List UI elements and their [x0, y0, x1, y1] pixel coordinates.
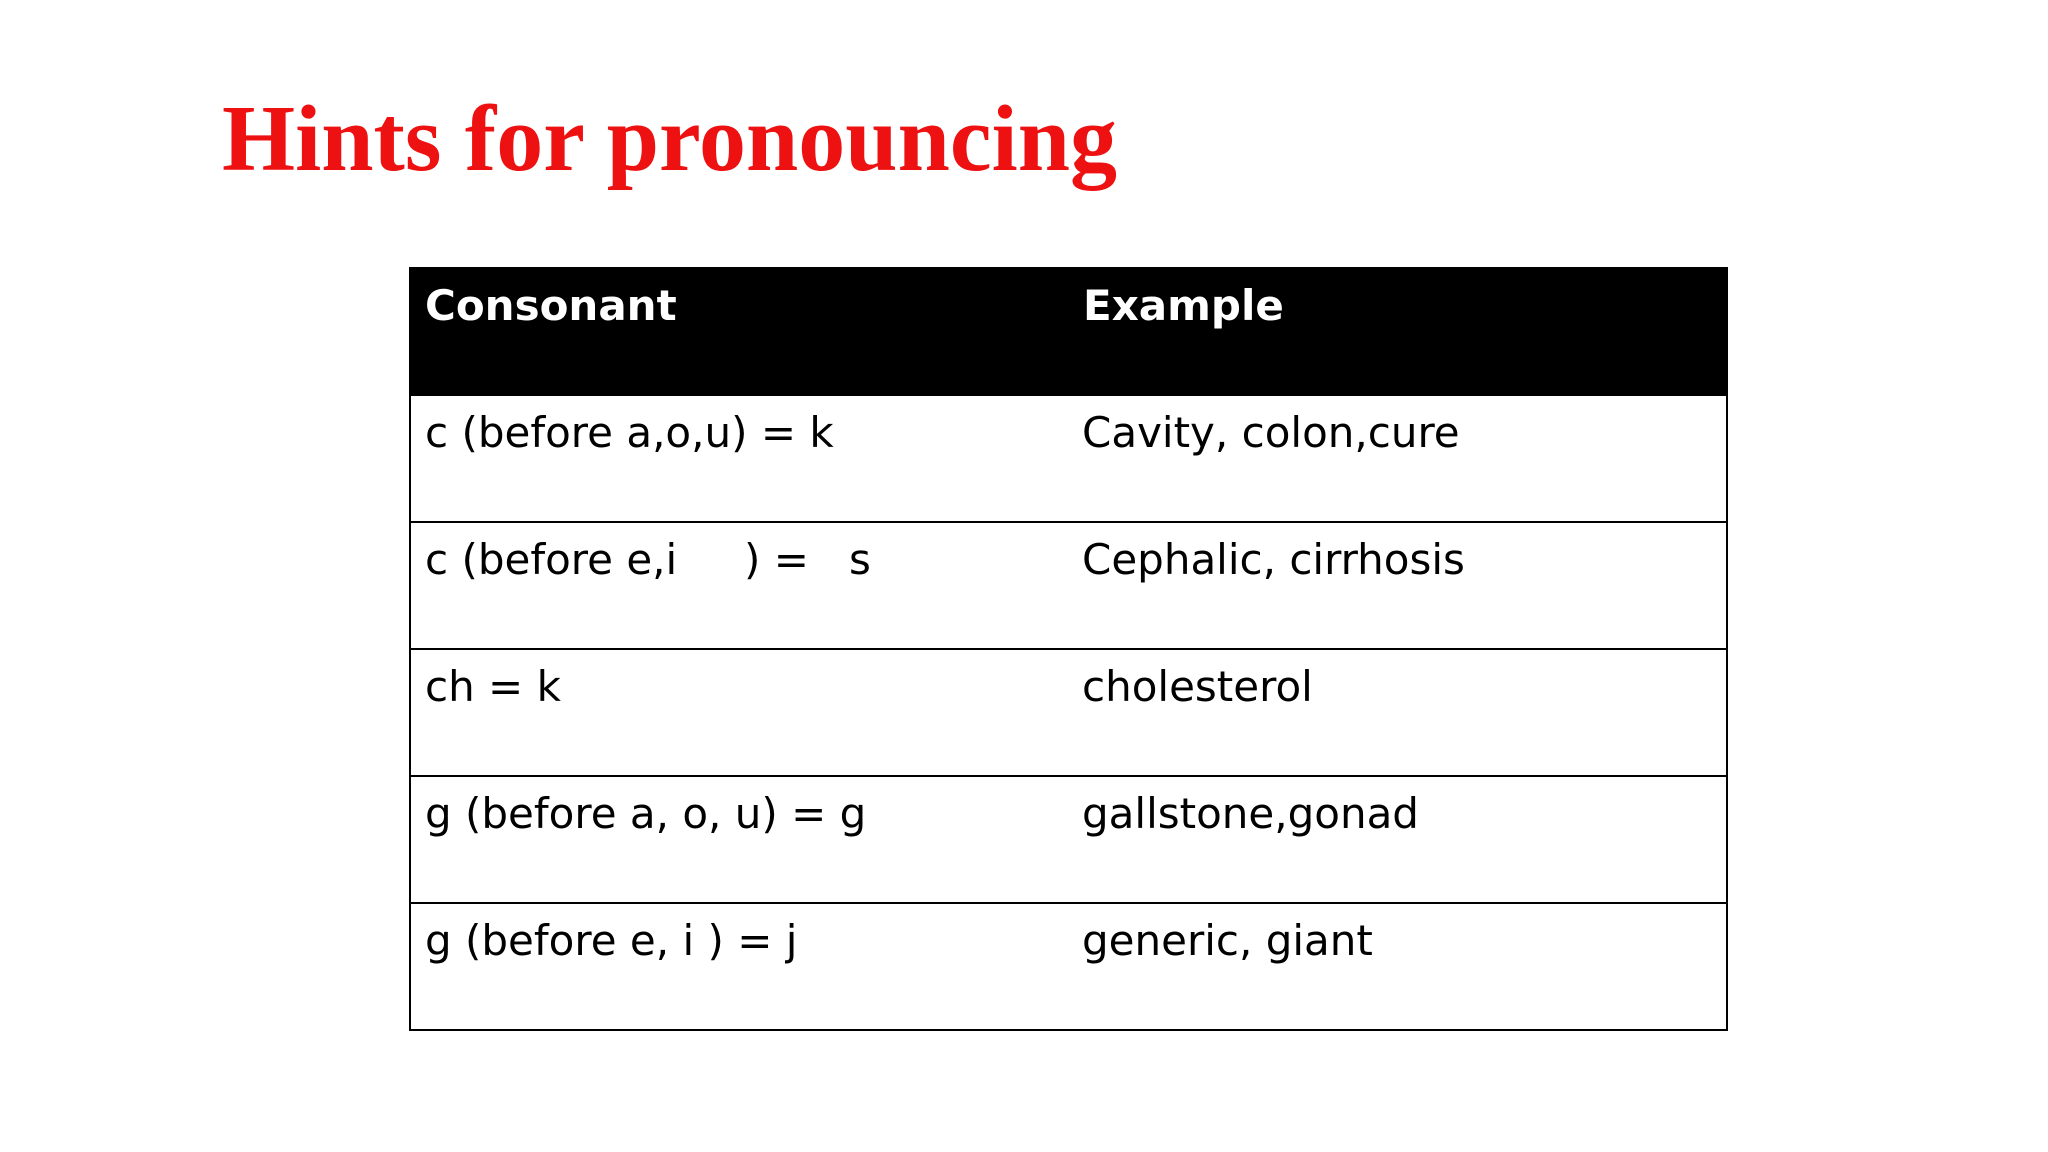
- table-row: [410, 903, 1727, 1030]
- example-cell: Cavity, colon,cure: [1068, 395, 1727, 522]
- table-row: [410, 776, 1727, 903]
- consonant-cell: c (before e,i ) = s: [410, 522, 1068, 649]
- example-cell: generic, giant: [1068, 903, 1727, 1030]
- table-row: [410, 522, 1727, 649]
- pronunciation-table: [409, 267, 1728, 1031]
- header-consonant: Consonant: [410, 268, 1068, 395]
- table-row: [410, 649, 1727, 776]
- header-example: Example: [1068, 268, 1727, 395]
- consonant-cell: g (before e, i ) = j: [410, 903, 1068, 1030]
- example-cell: gallstone,gonad: [1068, 776, 1727, 903]
- slide-title: Hints for pronouncing: [222, 87, 1117, 191]
- table-body: [410, 395, 1727, 1030]
- table-header-row: [410, 268, 1727, 395]
- consonant-cell: g (before a, o, u) = g: [410, 776, 1068, 903]
- example-cell: cholesterol: [1068, 649, 1727, 776]
- example-cell: Cephalic, cirrhosis: [1068, 522, 1727, 649]
- consonant-cell: ch = k: [410, 649, 1068, 776]
- table-header: [410, 268, 1727, 395]
- table-row: [410, 395, 1727, 522]
- consonant-cell: c (before a,o,u) = k: [410, 395, 1068, 522]
